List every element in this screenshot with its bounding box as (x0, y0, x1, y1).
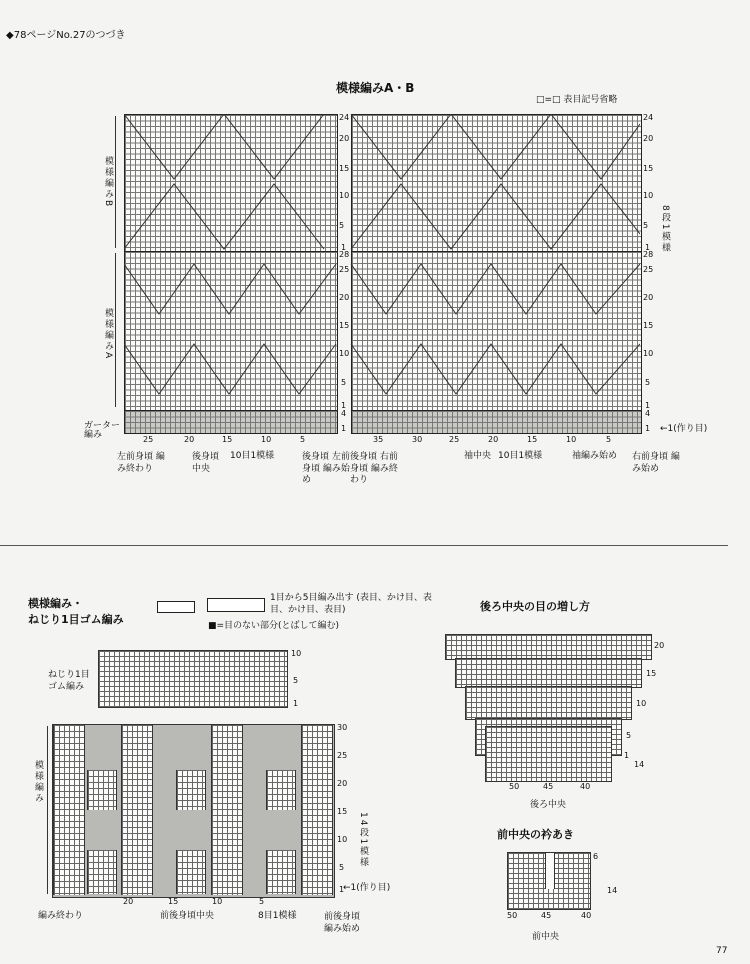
col-num: 20 (488, 435, 499, 444)
row-num: 1 (341, 243, 347, 252)
label-end: 編み終わり (38, 911, 84, 921)
row-num: 1 (293, 699, 299, 708)
col-num: 30 (412, 435, 423, 444)
label-sleeve-center: 袖中央 (464, 451, 492, 461)
row-num: 15 (646, 669, 657, 678)
row-num: 25 (339, 265, 350, 274)
row-num: 15 (337, 807, 348, 816)
label-start: 前後身頃 編み始め (324, 912, 361, 934)
label-back-center-2: 後ろ中央 (530, 800, 567, 810)
col-num: 40 (580, 782, 591, 791)
title-back-increase: 後ろ中央の目の増し方 (480, 600, 590, 613)
row-num: 20 (339, 293, 350, 302)
col-num: 20 (123, 897, 134, 906)
title-pattern: 模様編み・ (28, 597, 83, 610)
row-num: 15 (339, 321, 350, 330)
label-10-stitch-repeat: 10目1模様 (230, 451, 275, 461)
legend-no-stitch: ■=目のない部分(とばして編む) (208, 621, 340, 631)
label-back-left-start: 後身頃 左前身頃 編み始め (302, 452, 350, 486)
col-num: 45 (541, 911, 552, 920)
row-num: 20 (654, 641, 665, 650)
row-num: 6 (593, 852, 599, 861)
col-num: 45 (543, 782, 554, 791)
row-num: 10 (339, 349, 350, 358)
row-num: 20 (643, 293, 654, 302)
row-num: 1 (339, 885, 345, 894)
symbol-legend: □=□ 表目記号省略 (536, 95, 618, 105)
title-front-neck: 前中央の衿あき (497, 828, 574, 841)
row-num: 1 (645, 424, 651, 433)
row-num: 5 (339, 221, 345, 230)
lace-pattern-overlay (124, 114, 640, 410)
col-num: 5 (606, 435, 612, 444)
row-num: 10 (643, 349, 654, 358)
row-num: 10 (337, 835, 348, 844)
row-num: 24 (643, 113, 654, 122)
row-num: 14 (607, 886, 618, 895)
row-num: 5 (643, 221, 649, 230)
label-sleeve-start: 袖編み始め (572, 451, 618, 461)
row-num: 10 (636, 699, 647, 708)
page-number: 77 (716, 946, 728, 956)
col-num: 5 (300, 435, 306, 444)
col-num: 20 (184, 435, 195, 444)
col-num: 40 (581, 911, 592, 920)
col-num: 25 (143, 435, 154, 444)
chart-garter-left (124, 410, 338, 434)
row-num: 5 (645, 378, 651, 387)
row-num: 5 (341, 378, 347, 387)
label-8-stitch: 8目1模様 (258, 911, 297, 921)
col-num: 35 (373, 435, 384, 444)
label-pattern-b: 模様編みB (103, 156, 113, 209)
row-num: 14 (634, 760, 645, 769)
label-center: 前後身頃中央 (160, 911, 215, 921)
symbol-increase-icon (157, 601, 195, 613)
label-left-front-end: 左前身頃 編み終わり (117, 452, 165, 474)
row-num: 1 (341, 401, 347, 410)
row-num: 15 (643, 321, 654, 330)
row-num: 24 (339, 113, 350, 122)
row-num: 5 (339, 863, 345, 872)
label-back-center: 後身頃 中央 (192, 452, 220, 474)
repeat-8-rows: 8段1模様 (660, 205, 670, 254)
title-twisted-rib: ねじり1目ゴム編み (28, 613, 124, 626)
row-num: 10 (643, 191, 654, 200)
col-num: 5 (259, 897, 265, 906)
col-num: 50 (507, 911, 518, 920)
rib-chart (98, 650, 288, 708)
row-num: 10 (291, 649, 302, 658)
label-front-center: 前中央 (532, 932, 560, 942)
row-num: 30 (337, 723, 348, 732)
row-num: 20 (643, 134, 654, 143)
page-header: ◆78ページNo.27のつづき (6, 30, 126, 41)
row-num: 28 (339, 250, 350, 259)
section-divider (0, 545, 728, 546)
row-num: 1 (645, 401, 651, 410)
col-num: 15 (527, 435, 538, 444)
legend-increase: 1目から5目編み出す (表目、かけ目、表目、かけ目、表目) (270, 593, 432, 616)
row-num: 1 (341, 424, 347, 433)
col-num: 15 (222, 435, 233, 444)
row-num: 1 (645, 243, 651, 252)
col-num: 10 (566, 435, 577, 444)
row-num: 5 (293, 676, 299, 685)
col-num: 15 (168, 897, 179, 906)
label-back-right-end: 後身頃 右前身頃 編み終わり (350, 452, 398, 486)
label-10-stitch-repeat-right: 10目1模様 (498, 451, 543, 461)
row-num: 5 (626, 731, 632, 740)
row-num: 25 (337, 751, 348, 760)
row-num: 10 (339, 191, 350, 200)
row-num: 20 (337, 779, 348, 788)
repeat-14-rows: 14段1模様 (358, 812, 368, 869)
row-num: 4 (645, 409, 651, 418)
row-num: 1 (624, 751, 630, 760)
label-pattern: 模様編み (33, 760, 43, 804)
increase-chart-step1 (445, 634, 652, 660)
col-num: 25 (449, 435, 460, 444)
cast-on-arrow-2: ←1(作り目) (343, 883, 391, 893)
col-num: 50 (509, 782, 520, 791)
row-num: 28 (643, 250, 654, 259)
chart-garter-right (351, 410, 642, 434)
row-num: 20 (339, 134, 350, 143)
label-rib: ねじり1目 ゴム編み (48, 670, 90, 692)
row-num: 15 (339, 164, 350, 173)
label-pattern-a: 模様編みA (103, 308, 113, 361)
row-num: 4 (341, 409, 347, 418)
row-num: 25 (643, 265, 654, 274)
chart-title-ab: 模様編みA・B (336, 81, 415, 95)
bullet-icon: ◆ (6, 30, 14, 41)
label-garter: ガーター編み (84, 421, 121, 440)
col-num: 10 (212, 897, 223, 906)
symbol-expanded-icon (207, 598, 265, 612)
col-num: 10 (261, 435, 272, 444)
cast-on-arrow: ←1(作り目) (660, 424, 708, 434)
row-num: 15 (643, 164, 654, 173)
label-right-front-start: 右前身頃 編み始め (632, 452, 680, 474)
